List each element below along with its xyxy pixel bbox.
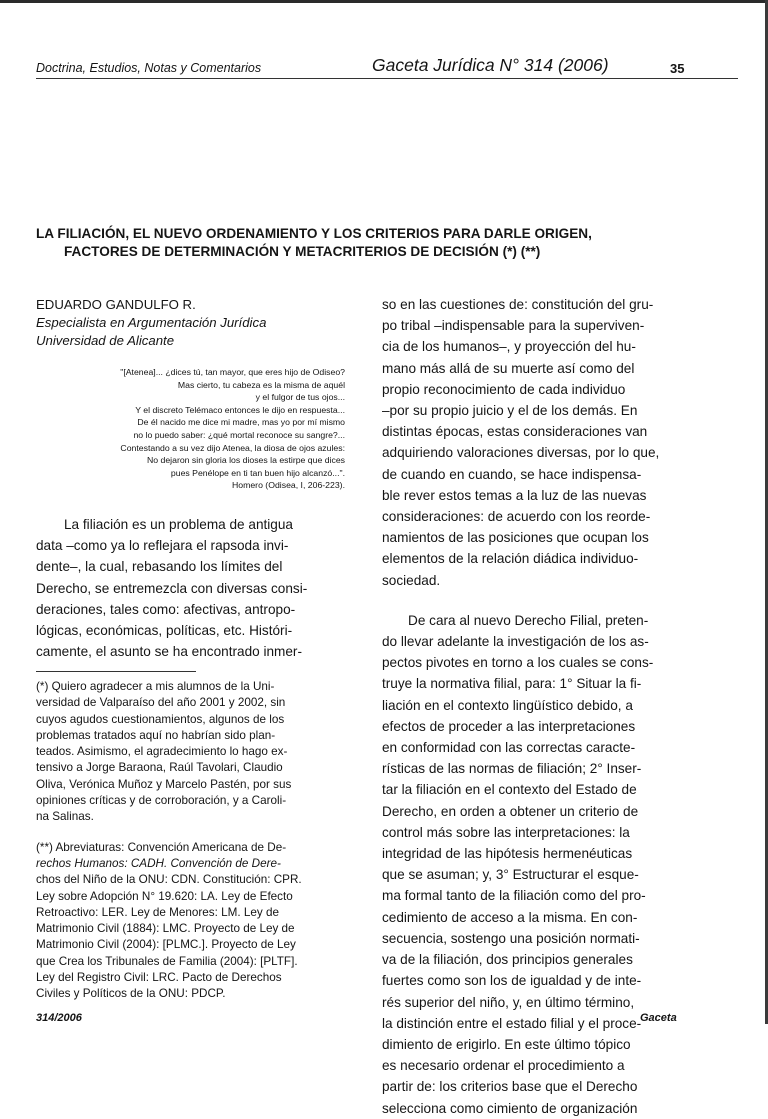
footnote-line: chos del Niño de la ONU: CDN. Constitución: CPR.: [36, 873, 302, 887]
body-line: namientos de las posiciones que ocupan los: [382, 530, 649, 546]
left-column-body: [36, 514, 346, 662]
footnote-rule: [36, 671, 196, 672]
page-number: 35: [670, 61, 685, 76]
footnote-line: opiniones críticas y de corroboración, y a Caroli-: [36, 794, 287, 808]
epigraph: [52, 366, 345, 492]
body-line: selecciona como cimiento de organización: [382, 1100, 638, 1116]
article-title: [36, 225, 736, 261]
body-line: Derecho, en orden a obtener un criterio de: [382, 803, 639, 819]
body-line: camente, el asunto se ha encontrado inmer-: [36, 644, 302, 660]
footnotes: [36, 679, 346, 1003]
paragraph-continuation: [382, 294, 688, 591]
footnote-line: teados. Asimismo, el agradecimiento lo hago ex-: [36, 745, 288, 759]
body-line: sociedad.: [382, 572, 441, 588]
running-header-section: Doctrina, Estudios, Notas y Comentarios: [36, 61, 262, 75]
author-role: Especialista en Argumentación Jurídica: [36, 315, 267, 330]
body-line: truye la normativa filial, para: 1° Situar la fi-: [382, 676, 642, 692]
author-university: Universidad de Alicante: [36, 333, 175, 348]
body-line: –por su propio juicio y el de los demás. En: [382, 403, 638, 419]
article-title-line-2: FACTORES DE DETERMINACIÓN Y METACRITERIOS DE DECISIÓN (*) (**): [64, 244, 541, 259]
footnote-line: que Crea los Tribunales de Familia (2004): [PLTF].: [36, 954, 298, 968]
body-line: liación en el contexto lingüístico debido, a: [382, 697, 633, 713]
body-line: rés superior del niño, y, en último término,: [382, 994, 635, 1010]
footnote-line: Retroactivo: LER. Ley de Menores: LM. Ley de: [36, 905, 279, 919]
epigraph-line: De él nacido me dice mi madre, mas yo por mí mismo: [137, 417, 345, 428]
epigraph-line: pues Penélope en ti tan buen hijo alcanzó...".: [170, 467, 345, 478]
body-line: Derecho, se entremezcla con diversas consi-: [36, 580, 308, 596]
epigraph-line: No dejaron sin gloria los dioses la estirpe que dices: [147, 455, 345, 466]
body-line: adquiriendo valoraciones diversas, por lo que,: [382, 445, 660, 461]
footnote-line: Matrimonio Civil (1884): LMC. Proyecto de Ley de: [36, 922, 295, 936]
body-line: data –como ya lo reflejara el rapsoda invi-: [36, 538, 289, 554]
body-line: cia de los humanos–, y proyección del hu-: [382, 339, 636, 355]
right-column-body: [382, 294, 688, 1119]
body-line: De cara al nuevo Derecho Filial, preten-: [408, 612, 649, 628]
body-line: La filiación es un problema de antigua: [64, 517, 293, 532]
footer-journal: Gaceta: [640, 1012, 677, 1024]
footnote-line: Ley sobre Adopción N° 19.620: LA. Ley de Efecto: [36, 889, 293, 903]
author-block: [36, 296, 346, 350]
body-line: fuertes como son los de igualdad y de inte-: [382, 973, 642, 989]
footnote-line: problemas tratados aquí no habrían sido plan-: [36, 728, 276, 742]
body-line: rísticas de las normas de filiación; 2° Inser-: [382, 761, 642, 777]
body-line: distintas épocas, estas consideraciones van: [382, 424, 648, 440]
body-line: cedimiento de acceso a la misma. En con-: [382, 909, 638, 925]
body-line: do llevar adelante la investigación de los as-: [382, 634, 649, 650]
footnote-line: tensivo a Jorge Baraona, Raúl Tavolari, Claudio: [36, 761, 283, 775]
footnote-line: rechos Humanos: CADH. Convención de Dere-: [36, 856, 281, 870]
body-line: elementos de la relación diádica individuo-: [382, 551, 639, 567]
body-line: propio reconocimiento de cada individuo: [382, 381, 626, 397]
running-header-journal: Gaceta Jurídica N° 314 (2006): [372, 55, 609, 75]
footnote-line: (**) Abreviaturas: Convención Americana de De-: [36, 840, 287, 854]
body-line: va de la filiación, dos principios generales: [382, 952, 633, 968]
footer-issue: 314/2006: [36, 1012, 82, 1024]
footnote-acknowledgement: [36, 679, 346, 826]
footnote-line: versidad de Valparaíso del año 2001 y 2002, sin: [36, 696, 286, 710]
body-line: secuencia, sostengo una posición normati-: [382, 930, 640, 946]
body-line: so en las cuestiones de: constitución del gru-: [382, 297, 654, 312]
epigraph-line: Contestando a su vez dijo Atenea, la diosa de ojos azules:: [120, 442, 345, 453]
body-line: deraciones, tales como: afectivas, antropo-: [36, 601, 296, 617]
epigraph-line: no lo puedo saber: ¿qué mortal reconoce su sangre?...: [133, 429, 345, 440]
body-line: integridad de las hipótesis hermenéuticas: [382, 846, 633, 862]
body-line: lógicas, económicas, políticas, etc. Históri-: [36, 623, 293, 639]
author-name: EDUARDO GANDULFO R.: [36, 297, 196, 312]
body-line: de cuando en cuando, se hace indispensa-: [382, 466, 642, 482]
body-line: tar la filiación en el contexto del Estado de: [382, 782, 637, 798]
scan-top-border: [0, 0, 768, 3]
footnote-line: Oliva, Verónica Muñoz y Marcelo Pastén, por sus: [36, 777, 292, 791]
article-title-line-1: LA FILIACIÓN, EL NUEVO ORDENAMIENTO Y LOS CRITERIOS PARA DARLE ORIGEN,: [36, 226, 592, 241]
body-line: partir de: los criterios base que el Derecho: [382, 1079, 638, 1095]
footnote-line: Civiles y Políticos de la ONU: PDCP.: [36, 987, 226, 1001]
body-line: ble rever estos temas a la luz de las nuevas: [382, 487, 647, 503]
body-line: control más sobre las interpretaciones: la: [382, 824, 630, 840]
footnote-line: cuyos agudos cuestionamientos, algunos de los: [36, 712, 285, 726]
epigraph-line: y el fulgor de tus ojos...: [255, 392, 345, 403]
footnote-abbreviations: [36, 840, 346, 1003]
footnote-line: Ley del Registro Civil: LRC. Pacto de Derechos: [36, 971, 282, 985]
epigraph-line: Y el discreto Telémaco entonces le dijo en respuesta...: [135, 404, 345, 415]
paragraph-objectives: [382, 610, 688, 1119]
header-rule: [36, 78, 738, 79]
body-line: es necesario ordenar el procedimiento a: [382, 1058, 625, 1074]
body-line: en conformidad con las correctas caracte-: [382, 740, 636, 756]
epigraph-source: Homero (Odisea, I, 206-223).: [232, 480, 345, 491]
footnote-line: Matrimonio Civil (2004): [PLMC.]. Proyecto de Ley: [36, 938, 296, 952]
body-line: consideraciones: de acuerdo con los reorde-: [382, 509, 651, 525]
body-line: ma formal tanto de la filiación como del pro-: [382, 888, 646, 904]
body-line: mano más allá de su muerte así como del: [382, 360, 635, 376]
body-line: pectos pivotes en torno a los cuales se cons-: [382, 655, 654, 671]
body-line: la distinción entre el estado filial y el proce-: [382, 1015, 642, 1031]
epigraph-line: "[Atenea]... ¿dices tú, tan mayor, que eres hijo de Odiseo?: [120, 367, 345, 377]
body-line: dimiento de erigirlo. En este último tópico: [382, 1036, 631, 1052]
body-line: dente–, la cual, rebasando los límites del: [36, 559, 283, 575]
footnote-line: na Salinas.: [36, 810, 94, 824]
footnote-line: (*) Quiero agradecer a mis alumnos de la Uni-: [36, 680, 275, 693]
body-line: po tribal –indispensable para la superviven-: [382, 318, 645, 334]
epigraph-line: Mas cierto, tu cabeza es la misma de aquél: [177, 379, 345, 390]
body-line: que se asuman; y, 3° Estructurar el esque-: [382, 867, 639, 883]
body-line: efectos de proceder a las interpretaciones: [382, 718, 636, 734]
